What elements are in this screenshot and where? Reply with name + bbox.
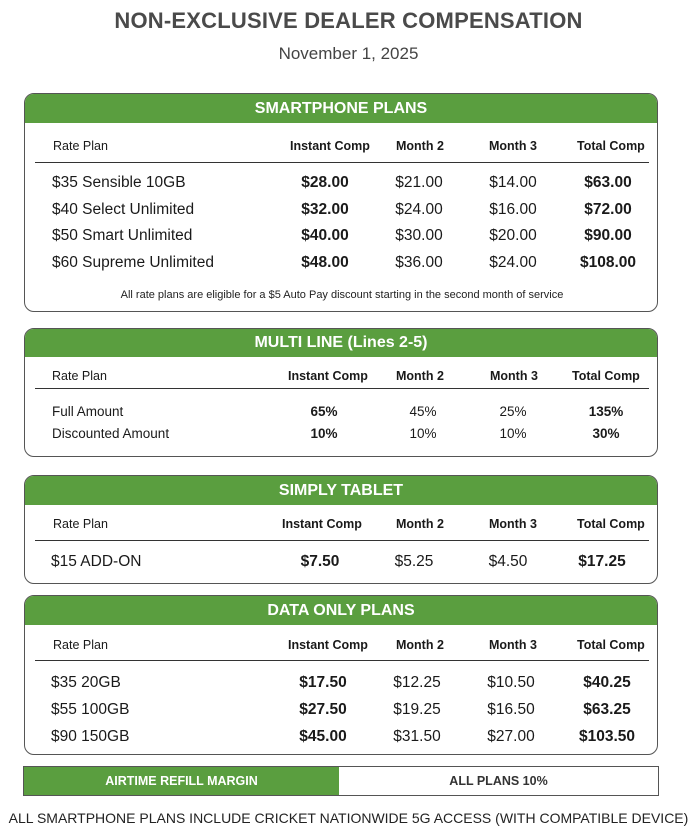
footer-disclaimer: ALL SMARTPHONE PLANS INCLUDE CRICKET NATIONWIDE 5G ACCESS (WITH COMPATIBLE DEVICE) <box>8 810 689 826</box>
cell-month2: 10% <box>409 426 437 441</box>
multi-line-card: MULTI LINE (Lines 2-5) Rate Plan Instant Comp Month 2 Month 3 Total Comp Full Amount 65% 45% 25% 135% Discounted Amount 10% 10% 10% 30% <box>24 328 658 457</box>
simply-tablet-title: SIMPLY TABLET <box>25 476 657 505</box>
simply-tablet-card: SIMPLY TABLET Rate Plan Instant Comp Month 2 Month 3 Total Comp $15 ADD-ON $7.50 $5.25 $4.50 $17.25 <box>24 475 658 584</box>
header-divider <box>35 540 649 541</box>
cell-plan: $35 20GB <box>51 674 121 691</box>
page-title: NON-EXCLUSIVE DEALER COMPENSATION <box>114 8 583 33</box>
airtime-refill-bar <box>23 766 659 796</box>
col-month-2: Month 2 <box>396 369 444 383</box>
cell-total: $108.00 <box>579 253 637 271</box>
cell-month3: $14.00 <box>489 174 537 191</box>
cell-plan: $50 Smart Unlimited <box>52 227 193 244</box>
col-total-comp: Total Comp <box>572 369 640 383</box>
cell-instant: $40.00 <box>301 227 349 244</box>
data-only-plans-title: DATA ONLY PLANS <box>25 596 657 625</box>
col-rate-plan: Rate Plan <box>53 638 108 652</box>
col-month-3: Month 3 <box>489 139 537 153</box>
smartphone-plans-card: SMARTPHONE PLANS Rate Plan Instant Comp Month 2 Month 3 Total Comp $35 Sensible 10GB $28.00 $21.00 $14.00 $63.00 $40 Select Unlimited $32.00 $24.00 $16.00 $72.00 $50 Smart Unlimited $40.00 $30.00 $20.00 $90.00 $60 Supreme Unlimited $48.00 $36.00 $24.00 $108.00 All rate plans are eligible for a $5 Auto Pay discount starting in the second month of service <box>24 93 658 312</box>
col-rate-plan: Rate Plan <box>53 139 108 153</box>
cell-month2: $24.00 <box>395 200 443 218</box>
cell-total: $17.25 <box>578 553 626 570</box>
autopay-note: All rate plans are eligible for a $5 Auto Pay discount starting in the second month of service <box>120 289 564 301</box>
smartphone-plans-title: SMARTPHONE PLANS <box>25 94 657 123</box>
cell-instant: 65% <box>310 404 338 419</box>
cell-instant: 10% <box>310 426 338 441</box>
cell-instant: $28.00 <box>301 174 349 191</box>
cell-plan: Discounted Amount <box>52 426 170 441</box>
col-month-3: Month 3 <box>489 517 537 531</box>
col-month-2: Month 2 <box>396 139 444 153</box>
cell-plan: $15 ADD-ON <box>51 553 142 570</box>
col-total-comp: Total Comp <box>577 517 645 531</box>
cell-month3: $24.00 <box>489 253 537 271</box>
cell-month2: $19.25 <box>393 701 441 718</box>
cell-instant: $32.00 <box>301 200 349 218</box>
cell-month3: $16.50 <box>487 701 535 718</box>
cell-month2: $21.00 <box>395 174 443 191</box>
cell-total: $63.25 <box>583 701 631 718</box>
cell-month2: $12.25 <box>393 674 441 691</box>
col-month-3: Month 3 <box>490 369 538 383</box>
cell-instant: $17.50 <box>299 674 347 691</box>
cell-instant: $27.50 <box>299 701 347 718</box>
cell-total: $40.25 <box>583 674 631 691</box>
airtime-refill-value: ALL PLANS 10% <box>449 774 548 788</box>
cell-instant: $48.00 <box>301 253 349 271</box>
cell-plan: $90 150GB <box>51 728 130 745</box>
header-divider <box>35 388 649 389</box>
cell-month2: $36.00 <box>395 253 443 271</box>
col-total-comp: Total Comp <box>577 139 645 153</box>
cell-instant: $7.50 <box>300 553 340 570</box>
cell-month3: 25% <box>499 404 527 419</box>
cell-plan: $35 Sensible 10GB <box>52 174 186 191</box>
cell-month3: $27.00 <box>487 728 535 745</box>
cell-month2: $5.25 <box>394 553 434 570</box>
cell-total: 30% <box>592 426 620 441</box>
effective-date: November 1, 2025 <box>278 44 419 63</box>
cell-month3: 10% <box>499 426 527 441</box>
cell-total: $90.00 <box>584 227 632 244</box>
cell-month3: $16.00 <box>489 200 537 218</box>
cell-instant: $45.00 <box>299 728 347 745</box>
cell-month2: 45% <box>409 404 437 419</box>
col-month-2: Month 2 <box>396 517 444 531</box>
col-rate-plan: Rate Plan <box>53 517 108 531</box>
cell-total: $72.00 <box>584 200 632 218</box>
header-divider <box>35 162 649 163</box>
cell-month3: $20.00 <box>489 227 537 244</box>
header-divider <box>35 660 649 661</box>
col-month-2: Month 2 <box>396 638 444 652</box>
airtime-refill-label: AIRTIME REFILL MARGIN <box>24 767 339 795</box>
cell-month2: $30.00 <box>395 227 443 244</box>
cell-plan: $60 Supreme Unlimited <box>52 253 214 271</box>
col-total-comp: Total Comp <box>577 638 645 652</box>
col-month-3: Month 3 <box>489 638 537 652</box>
cell-plan: $40 Select Unlimited <box>52 200 195 218</box>
multi-line-title: MULTI LINE (Lines 2-5) <box>25 329 657 357</box>
cell-total: 135% <box>588 404 624 419</box>
cell-month3: $10.50 <box>487 674 535 691</box>
cell-month3: $4.50 <box>488 553 528 570</box>
col-rate-plan: Rate Plan <box>52 369 107 383</box>
cell-total: $103.50 <box>578 728 636 745</box>
data-only-plans-card: DATA ONLY PLANS Rate Plan Instant Comp Month 2 Month 3 Total Comp $35 20GB $17.50 $12.25 $10.50 $40.25 $55 100GB $27.50 $19.25 $16.50 $63.25 $90 150GB $45.00 $31.50 $27.00 $103.50 <box>24 595 658 755</box>
cell-month2: $31.50 <box>393 728 441 745</box>
cell-plan: $55 100GB <box>51 701 130 718</box>
cell-plan: Full Amount <box>52 404 124 419</box>
cell-total: $63.00 <box>584 174 632 191</box>
